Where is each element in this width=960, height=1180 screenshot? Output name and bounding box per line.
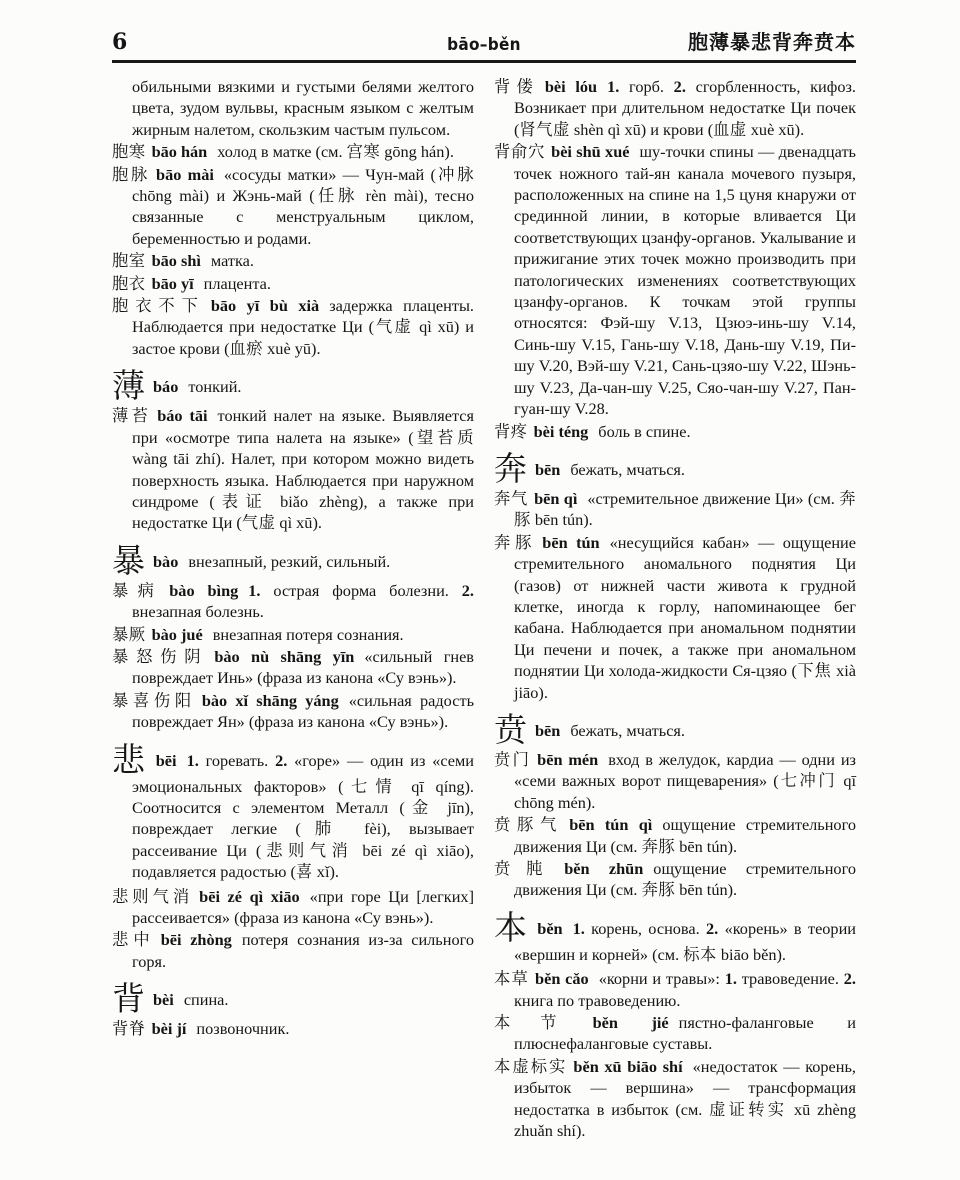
headword-pinyin: bèi lóu: [544, 77, 598, 96]
guide-characters: 胞薄暴悲背奔贲本: [688, 32, 856, 54]
headword-chinese: 胞衣: [112, 273, 146, 293]
body-text: вход в желудок, кардиа — одни из «семи важных ворот пищеварения» (: [514, 749, 856, 791]
sense-number: 2.: [673, 77, 686, 96]
headword-pinyin: běn cǎo: [535, 969, 589, 989]
body-text: «сильный гнев повреждает Инь» (фраза из канона «Су вэнь»).: [132, 646, 474, 688]
sense-number: 2.: [843, 969, 856, 989]
headword-chinese: 胞衣不下: [112, 296, 205, 316]
body-text: rèn mài), тесно связанные с менструальным циклом, беременностью и родами.: [132, 186, 474, 248]
body-text: боль в спине.: [598, 421, 691, 441]
body-text: ощущение стремительного движения Ци (см.: [514, 859, 856, 900]
body-text: корень, основа.: [584, 918, 707, 938]
headword-chinese: 背脊: [112, 1019, 146, 1039]
inline-chinese: 下焦: [796, 661, 832, 681]
body-text: bēn tún).: [530, 510, 593, 530]
dictionary-entry: [112, 646, 474, 689]
headword-chinese: 本节: [494, 1013, 587, 1033]
headword-chinese: 胞室: [112, 251, 146, 271]
body-text: xū zhèng zhuǎn shí).: [514, 1099, 856, 1141]
body-text: xuè xū).: [746, 119, 805, 139]
dictionary-entry: [494, 488, 856, 531]
headword-chinese: 背俞穴: [494, 142, 546, 162]
headword-pinyin: bèi téng: [533, 421, 589, 441]
body-text: пястно-фаланговые и плюснефаланговые суставы.: [514, 1013, 856, 1054]
headword-pinyin: bèi: [153, 990, 174, 1010]
inline-chinese: 奔豚: [641, 880, 676, 900]
sense-number: 1.: [186, 750, 199, 770]
dictionary-entry: [112, 295, 474, 359]
headword-chinese: 贲豚气: [494, 815, 564, 835]
dictionary-entry: [112, 1018, 474, 1039]
headword-pinyin: bào: [153, 551, 179, 571]
section-head-entry: [494, 451, 856, 488]
body-text: biāo běn).: [716, 944, 786, 964]
body-text: горб.: [619, 77, 674, 96]
body-text: внезапная болезнь.: [132, 602, 264, 622]
dictionary-entry: [494, 1056, 856, 1142]
inline-chinese: 血虚: [713, 119, 747, 139]
dictionary-entry: [112, 141, 474, 162]
body-text: внезапная потеря сознания.: [212, 624, 404, 644]
dictionary-entry: [112, 886, 474, 929]
dictionary-entry: [494, 421, 856, 442]
inline-chinese: 肺: [300, 819, 346, 839]
headword-pinyin: bēi zhòng: [160, 930, 232, 950]
headword-pinyin: bēn: [535, 459, 561, 479]
headword-chinese: 贲门: [494, 749, 532, 769]
section-head-entry: [494, 910, 856, 965]
headword-pinyin: bāo yī: [151, 273, 194, 293]
headword-pinyin: bèi jí: [151, 1019, 187, 1039]
inline-chinese: 肾气虚: [519, 119, 570, 139]
body-text: задержка плаценты. Наблюдается при недостатке Ци (: [132, 296, 474, 337]
section-head-entry: [112, 742, 475, 883]
headword-pinyin: bēn tún: [542, 532, 600, 552]
body-text: книга по травоведению.: [514, 990, 681, 1010]
sense-number: 1.: [724, 969, 737, 989]
body-text: спина.: [183, 990, 229, 1010]
body-text: сгорбленность, кифоз. Возникает при длительном недостатке Ци почек (: [514, 77, 856, 139]
headword-chinese: 暴厥: [112, 624, 146, 644]
sense-number: 2.: [275, 750, 288, 770]
headword-pinyin: bēn tún qì: [569, 815, 653, 835]
inline-chinese: 血瘀: [229, 338, 264, 358]
headword-pinyin: běn xū biāo shí: [573, 1056, 683, 1076]
body-text: «недостаток — корень, избыток — вершина» — трансформация недостатка в избыток (см.: [514, 1056, 856, 1119]
inline-chinese: 任脉: [314, 186, 359, 206]
headword-chinese: 暴喜伤阳: [112, 690, 196, 710]
dictionary-entry: [494, 749, 856, 813]
body-text: «несущийся кабан» — ощущение стремительного аномального поднятия Ци (газов) от нижней части живота к грудной клетке, иногда к горлу, напоминающее бег кабана. Наблюдается при аномальном поднятии Ци печени и почек, а также при аномальном поднятии Ци холода-жидкости Ся-цзяо (: [514, 532, 856, 681]
inline-chinese: 标本: [683, 944, 717, 964]
dictionary-entry: [112, 405, 474, 533]
headword-pinyin: bào bìng: [169, 580, 239, 600]
headword-pinyin: běn zhūn: [564, 859, 644, 878]
headword-chinese: 背疼: [494, 421, 528, 441]
body-text: chōng mài) и Жэнь-май (: [132, 186, 315, 206]
headword-pinyin: bèi shū xué: [551, 142, 630, 162]
body-text: «сильная радость повреждает Ян» (фраза из канона «Су вэнь»).: [132, 690, 474, 732]
body-text: плацента.: [203, 273, 271, 293]
right-column: [494, 76, 856, 1142]
body-text: qì xū) и застое крови (: [132, 317, 474, 358]
dictionary-entry: [112, 164, 474, 250]
headword-chinese: 悲则气消: [112, 886, 194, 906]
inline-chinese: 奔豚: [641, 836, 676, 856]
page-header: [112, 26, 856, 63]
dictionary-entry: [494, 532, 856, 703]
section-character: 本: [494, 910, 530, 947]
inline-chinese: 冲脉: [435, 164, 474, 184]
body-text: позвоночник.: [196, 1019, 290, 1039]
headword-pinyin: bào jué: [151, 624, 203, 644]
dictionary-entry: [112, 690, 474, 733]
section-head-entry: [494, 712, 856, 749]
body-text: «корень» в теории «вершин и корней» (см.: [514, 918, 856, 964]
body-text: fèi), вызывает рассеивание Ци (: [132, 819, 475, 860]
inline-chinese: 宫寒: [346, 142, 381, 162]
headword-pinyin: bēn qì: [534, 488, 578, 508]
body-text: bēi zé qì xiāo), подавляется радостью (: [132, 840, 475, 882]
headword-chinese: 本草: [494, 969, 530, 989]
body-text: «сосуды матки» — Чун-май (: [223, 164, 436, 184]
headword-chinese: 奔豚: [494, 532, 537, 552]
body-text: тонкий.: [188, 377, 242, 397]
inline-chinese: 气虚: [241, 513, 276, 533]
inline-chinese: 奔豚: [514, 488, 856, 530]
headword-chinese: 贲肫: [494, 859, 559, 878]
headword-chinese: 悲中: [112, 930, 155, 950]
headword-pinyin: bāo hán: [151, 142, 208, 162]
body-text: xuè yū).: [263, 338, 321, 358]
body-text: bēn tún).: [675, 880, 738, 900]
page-number: 6: [112, 29, 128, 55]
entry-continuation: [112, 76, 474, 140]
body-text: травоведение.: [736, 969, 844, 989]
body-text: wàng tāi zhí). Налет, при котором можно видеть поверхность языка. Наблюдается при наружном синдроме (: [132, 449, 474, 511]
dictionary-entry: [494, 968, 856, 1011]
body-text: gōng hán).: [380, 142, 454, 162]
dictionary-entry: [112, 624, 474, 645]
inline-chinese: 悲则气消: [261, 840, 354, 860]
body-text: матка.: [210, 251, 254, 271]
section-character: 悲: [112, 742, 148, 779]
body-text: тонкий налет на языке. Выявляется при «осмотре типа налета на языке» (: [132, 406, 474, 447]
body-text: холод в матке (см.: [217, 142, 347, 162]
body-text: «горе» — один из «семи эмоциональных факторов» (: [132, 750, 475, 796]
inline-chinese: 金: [404, 797, 437, 817]
body-text: потеря сознания из-за сильного горя.: [132, 930, 474, 971]
body-text: бежать, мчаться.: [570, 459, 685, 479]
sense-number: 2.: [461, 580, 474, 600]
headword-chinese: 胞脉: [112, 164, 151, 184]
body-text: biǎo zhèng), а также при недостатке Ци (: [132, 491, 474, 533]
body-text: xià jiāo).: [514, 661, 856, 702]
dictionary-entry: [112, 580, 474, 623]
headword-pinyin: bāo yī bù xià: [210, 296, 320, 316]
inline-chinese: 七冲门: [778, 771, 838, 791]
section-character: 暴: [112, 543, 145, 580]
headword-pinyin: bēn mén: [537, 749, 599, 769]
body-text: qì xū).: [275, 513, 322, 533]
body-text: xǐ).: [312, 862, 339, 882]
headword-pinyin: běn jié: [592, 1013, 669, 1033]
sense-number: 1.: [572, 918, 585, 938]
body-text: ощущение стремительного движения Ци (см.: [514, 815, 856, 856]
inline-chinese: 气虚: [374, 317, 414, 337]
body-text: «корни и травы»:: [598, 969, 725, 989]
headword-chinese: 本虚标实: [494, 1056, 568, 1076]
dictionary-entry: [494, 1012, 856, 1055]
headword-chinese: 薄苔: [112, 406, 152, 426]
headword-pinyin: bào xǐ shāng yáng: [201, 690, 339, 710]
dictionary-entry: [494, 814, 856, 857]
headword-pinyin: bēi zé qì xiāo: [199, 886, 300, 906]
dictionary-entry: [494, 76, 856, 140]
body-text: обильными вязкими и густыми белями желтого цвета, зудом вульвы, красным языком с желтым жирным налетом, скользким частым пульсом.: [132, 77, 474, 139]
dictionary-entry: [494, 141, 856, 419]
headword-chinese: 奔气: [494, 488, 529, 508]
headword-pinyin: bēn: [535, 720, 561, 740]
dictionary-entry: [494, 858, 856, 901]
inline-chinese: 望苔质: [413, 427, 474, 447]
headword-pinyin: bào nù shāng yīn: [214, 646, 355, 666]
headword-pinyin: bāo shì: [151, 251, 201, 271]
headword-pinyin: běn: [537, 918, 563, 938]
section-character: 奔: [494, 451, 527, 488]
section-character: 贲: [494, 712, 527, 749]
page-body: [112, 76, 856, 1142]
body-text: шу-точки спины — двенадцать точек ножного тай-ян канала мочевого пузыря, расположенных на спине на 1,5 цуня кнаружи от срединной линии, в которые вливается Ци соответствующих цзанфу-органов. Укалывание и прижигание этих точек можно производить при патологических изменениях соответствующих цзанфу-органов. К точкам этой группы относятся: Фэй-шу V.13, Цзюэ-инь-шу V.14, Синь-шу V.15, Гань-шу V.18, Дань-шу V.19, Пи-шу V.20, Вэй-шу V.21, Сань-цзяо-шу V.22, Шэнь-шу V.23, Да-чан-шу V.25, Сяо-чан-шу V.27, Пан-гуан-шу V.28.: [514, 142, 856, 419]
body-text: qī qíng). Соотносится с элементом Металл (: [132, 776, 474, 817]
section-character: 薄: [112, 369, 145, 406]
sense-number: 1.: [607, 77, 620, 96]
section-head-entry: [112, 543, 474, 580]
sense-number: 2.: [706, 918, 719, 938]
headword-chinese: 背偻: [494, 77, 539, 96]
section-character: 背: [112, 982, 145, 1019]
body-text: «стремительное движение Ци» (см.: [587, 488, 840, 508]
headword-pinyin: báo tāi: [157, 406, 208, 426]
guide-word: bāo–běn: [447, 35, 521, 55]
body-text: горевать.: [198, 750, 276, 770]
inline-chinese: 表证: [214, 491, 270, 511]
headword-chinese: 暴怒伤阴: [112, 646, 209, 666]
body-text: jīn), повреждает легкие (: [132, 797, 474, 839]
section-head-entry: [112, 982, 474, 1019]
body-text: острая форма болезни.: [260, 580, 462, 600]
headword-pinyin: bēi: [155, 750, 177, 770]
headword-chinese: 胞寒: [112, 142, 146, 162]
headword-pinyin: báo: [153, 377, 179, 397]
body-text: бежать, мчаться.: [570, 720, 685, 740]
headword-pinyin: bāo mài: [156, 164, 214, 184]
body-text: bēn tún).: [675, 836, 738, 856]
dictionary-entry: [112, 250, 474, 271]
body-text: qī chōng mén).: [514, 771, 856, 812]
inline-chinese: 喜: [295, 862, 313, 882]
inline-chinese: 七情: [343, 776, 400, 796]
body-text: внезапный, резкий, сильный.: [188, 551, 391, 571]
inline-chinese: 虚证转实: [709, 1099, 788, 1119]
body-text: shèn qì xū) и крови (: [569, 119, 714, 139]
headword-chinese: 暴病: [112, 580, 164, 600]
section-head-entry: [112, 369, 474, 406]
sense-number: 1.: [248, 580, 261, 600]
body-text: «при горе Ци [легких] рассеивается» (фраза из канона «Су вэнь»).: [132, 886, 474, 927]
left-column: [112, 76, 474, 1142]
dictionary-entry: [112, 929, 474, 972]
dictionary-entry: [112, 273, 474, 294]
